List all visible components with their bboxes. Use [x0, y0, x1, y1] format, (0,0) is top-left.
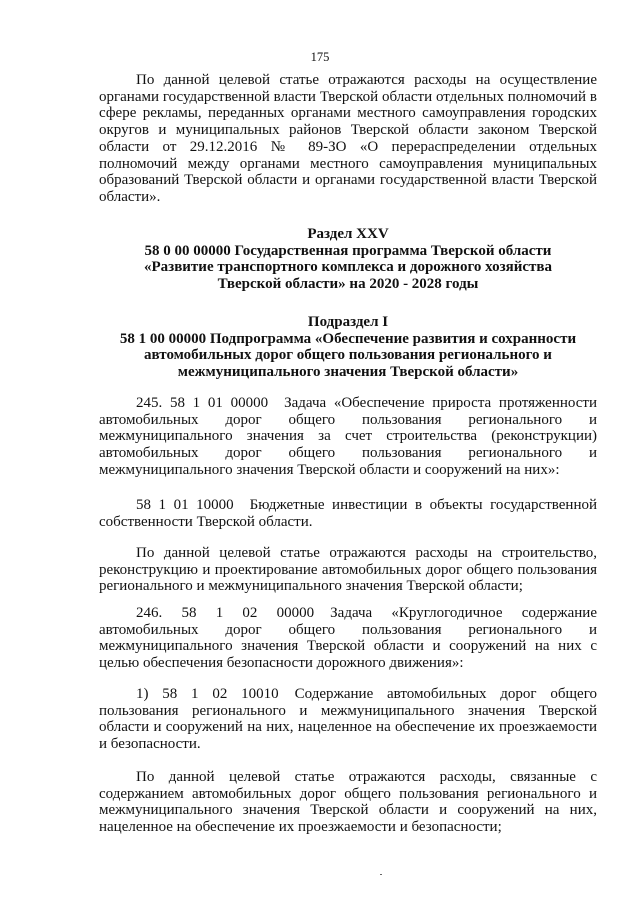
subsection-title: Подраздел I: [307, 314, 389, 330]
task-code: 246. 58 1 02 00000: [136, 605, 315, 621]
task-245: [99, 395, 597, 479]
page-number: 175: [310, 50, 330, 64]
program-code-title: 58 0 00 00000 Государственная программа Тверской области: [144, 242, 552, 259]
scan-speck: [380, 874, 382, 875]
section-heading: [99, 226, 597, 293]
program-title-line: Тверской области» на 2020 - 2028 годы: [217, 276, 479, 293]
item-code: 58 1 01 10000: [136, 497, 234, 513]
task-246: [99, 605, 597, 672]
item-text: Содержание автомобильных дорог общего пользования регионального и межмуниципального значения Тверской области и сооружений на них, нацеленное на обеспечение их проезжаемости и безопасности.: [99, 686, 597, 753]
section-title: Раздел XXV: [307, 226, 389, 242]
subprogram-title-line: автомобильных дорог общего пользования регионального и: [144, 347, 552, 364]
item-1-58-1-02-10010: [99, 686, 597, 753]
task-text: Задача «Обеспечение прироста протяженности автомобильных дорог общего пользования регионального и межмуниципального значения за счет строительства (реконструкции) автомобильных дорог общего пользования регионального и межмуниципального значения Тверской области и сооружений на них»:: [99, 395, 597, 478]
task-text: Задача «Круглогодичное содержание автомобильных дорог общего пользования регионального и межмуниципального значения Тверской области и сооружений на них с целью обеспечения безопасности дорожного движения»:: [99, 605, 597, 672]
program-title-line: «Развитие транспортного комплекса и дорожного хозяйства: [144, 259, 552, 276]
item-text: Бюджетные инвестиции в объекты государственной собственности Тверской области.: [99, 497, 598, 530]
paragraph-maintenance-expenses: По данной целевой статье отражаются расходы, связанные с содержанием автомобильных дорог общего пользования регионального и межмуниципального значения Тверской области и сооружений на них, нацеленное на обеспечение их проезжаемости и безопасности;: [99, 769, 597, 836]
task-code: 245. 58 1 01 00000: [136, 395, 269, 411]
subprogram-title-line: межмуниципального значения Тверской области»: [177, 364, 519, 381]
paragraph-advertising-powers: По данной целевой статье отражаются расходы на осуществление органами государственной власти Тверской области отдельных полномочий в сфере рекламы, переданных органами местного самоуправления городских округов и муниципальных районов Тверской области законом Тверской области от 29.12.2016 № 89-ЗО «О перераспределении отдельных полномочий между органами местного самоуправления муниципальных образований Тверской области и органами государственной власти Тверской области».: [99, 72, 597, 205]
subsection-heading: [99, 314, 597, 381]
item-code: 1) 58 1 02 10010: [136, 686, 279, 702]
subprogram-code-title: 58 1 00 00000 Подпрограмма «Обеспечение развития и сохранности: [119, 330, 577, 347]
paragraph-construction-expenses: По данной целевой статье отражаются расходы на строительство, реконструкцию и проектирование автомобильных дорог общего пользования регионального и межмуниципального значения Тверской области;: [99, 545, 597, 595]
item-58-1-01-10000: [99, 497, 597, 530]
